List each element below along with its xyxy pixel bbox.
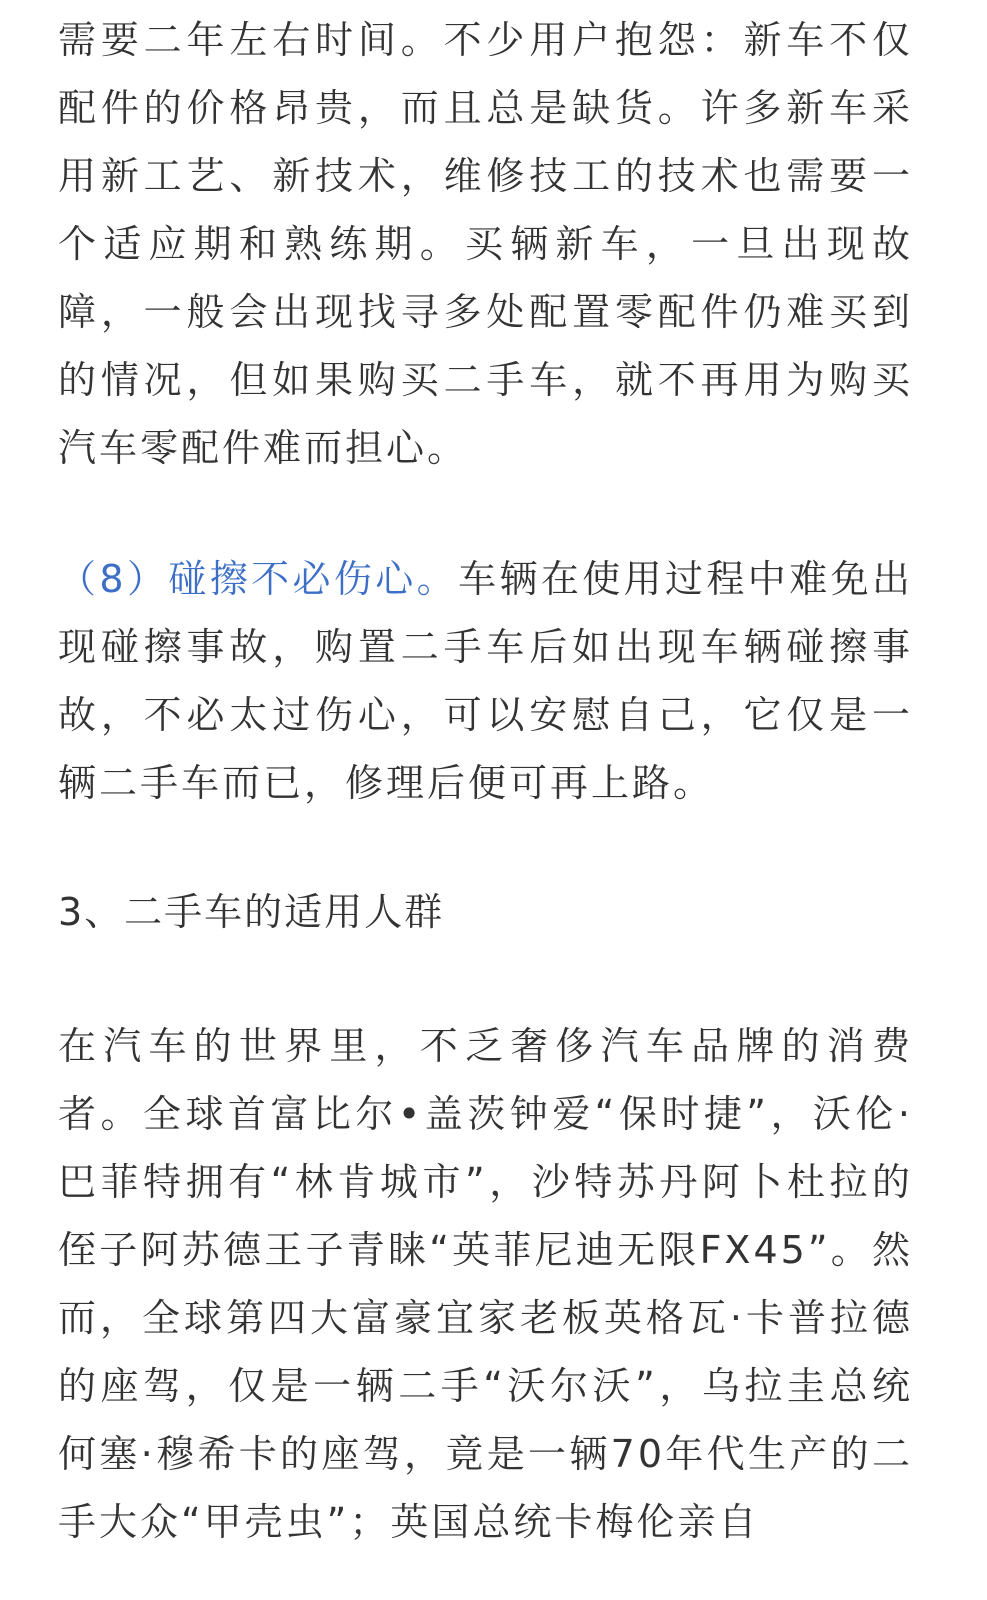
section-heading: 3、二手车的适用人群 (58, 890, 445, 934)
paragraph-scratch-no-worry (58, 545, 913, 817)
paragraph-text: 车辆在使用过程中难免出现碰擦事故，购置二手车后如出现车辆碰擦事故，不必太过伤心，可以安慰自己，它仅是一辆二手车而已，修理后便可再上路。 (58, 557, 913, 805)
highlighted-point-8: （8）碰擦不必伤心。 (58, 557, 459, 601)
paragraph-suitable-buyers: 在汽车的世界里，不乏奢侈汽车品牌的消费者。全球首富比尔•盖茨钟爱“保时捷”，沃伦·巴菲特拥有“林肯城市”，沙特苏丹阿卜杜拉的侄子阿苏德王子青睐“英菲尼迪无限FX45”。然而，全球第四大富豪宜家老板英格瓦·卡普拉德的座驾，仅是一辆二手“沃尔沃”，乌拉圭总统何塞·穆希卡的座驾，竟是一辆70年代生产的二手大众“甲壳虫”；英国总统卡梅伦亲自 (58, 1024, 913, 1544)
paragraph-parts-availability: 需要二年左右时间。不少用户抱怨：新车不仅配件的价格昂贵，而且总是缺货。许多新车采用新工艺、新技术，维修技工的技术也需要一个适应期和熟练期。买辆新车，一旦出现故障，一般会出现找寻多处配置零配件仍难买到的情况，但如果购买二手车，就不再用为购买汽车零配件难而担心。 (58, 18, 913, 470)
